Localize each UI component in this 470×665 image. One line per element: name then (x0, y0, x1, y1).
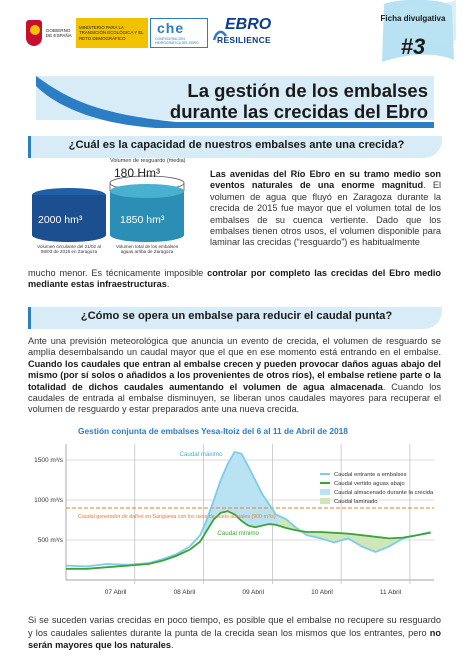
y-tick-label: 1000 m³/s (34, 497, 63, 504)
che-logo-text: che (157, 20, 185, 36)
section2-text1: Ante una previsión meteorológica que anuncia un evento de crecida, el volumen de resguardo se amplía desembalsando un caudal mayor que el que en ese momento está entrando en el embalse. (28, 336, 441, 358)
ministry-block (76, 18, 148, 48)
closing-bold: no serán mayores que los naturales (28, 627, 441, 651)
left-cylinder-caption: Volumen circulante del 21/02 al 08/03 de 2015 en Zaragoza (37, 244, 101, 255)
legend-label: Caudal laminado (334, 499, 378, 506)
resguardo-value: 180 Hm³ (114, 166, 161, 180)
ficha-number: #3 (400, 34, 426, 59)
right-cylinder-bottom (110, 228, 184, 242)
legend-label: Caudal entrante a embalses (334, 472, 407, 479)
y-tick-label: 1500 m³/s (34, 457, 63, 464)
x-tick-label: 11 Abril (379, 589, 402, 596)
section2-bold: Cuando los caudales que entran al embalse crecen y pueden provocar daños aguas abajo del mismo (por sí solos o añadidos a los provenientes de otros ríos), el embalse retiene parte o la totalidad de dichos caudales aumentando el volumen de agua almacenada (28, 358, 441, 392)
header (0, 0, 470, 70)
section2-text2: . Cuando los caudales de entrada al embalse disminuyen, se liberan unos caudales mayores para recuperar el volumen de resguardo y estar preparados ante una nueva crecida. (28, 381, 441, 415)
section1-bold-cont: controlar por completo las crecidas del Ebro medio mediante estas infraestructuras (28, 268, 441, 290)
legend-swatch (320, 489, 330, 495)
ebro-logo-line2: RESILIENCE (217, 35, 272, 45)
ebro-logo-line1: EBRO (225, 16, 272, 33)
x-tick-label: 08 Abril (173, 589, 196, 596)
ministry-label: MINISTERIO PARA LA TRANSICIÓN ECOLÓGICA Y EL RETO DEMOGRÁFICO (79, 25, 144, 41)
title-band (36, 76, 434, 128)
government-logo (26, 18, 148, 48)
gov-label: GOBIERNO DE ESPAÑA (45, 27, 72, 38)
left-cylinder-value: 2000 hm³ (38, 214, 83, 226)
ebro-resilience-logo (213, 14, 283, 54)
section1-end: . (166, 279, 170, 290)
section1-bold: Las avenidas del Río Ebro en su tramo medio son eventos naturales de una enorme magnitud (210, 169, 441, 191)
reservoir-diagram (22, 158, 210, 270)
chart-title: Gestión conjunta de embalses Yesa-Itoiz del 6 al 11 de Abril de 2018 (78, 426, 348, 436)
section1-heading-text: ¿Cuál es la capacidad de nuestros embalses ante una crecida? (68, 139, 405, 151)
section2-heading (28, 307, 442, 329)
min-flow-annotation: Caudal mínimo (217, 530, 259, 538)
section2-paragraph (28, 336, 441, 416)
section1-paragraph (210, 169, 441, 249)
left-cylinder-bottom (32, 228, 106, 242)
coat-of-arms-icon (26, 20, 42, 46)
right-cylinder-value: 1850 hm³ (120, 214, 165, 226)
che-logo (150, 18, 208, 48)
legend-label: Caudal vertido aguas abajo (334, 481, 405, 488)
right-cylinder-caption: Volumen total de los embalses aguas arriba de Zaragoza (115, 244, 179, 255)
x-tick-label: 09 Abril (242, 589, 265, 596)
closing-paragraph (28, 614, 441, 652)
section2-heading-text: ¿Cómo se opera un embalse para reducir el caudal punta? (80, 310, 393, 322)
page-title-line1: La gestión de los embalses (187, 80, 428, 101)
closing-text: Si se suceden varias crecidas en poco tiempo, es posible que el embalse no recupere su resguardo y los caudales salientes durante la punta de la crecida sean los mismos que los entrantes, pero (28, 615, 441, 638)
max-flow-annotation: Caudal máximo (179, 451, 223, 458)
legend-swatch (320, 498, 330, 504)
threshold-label: Caudal generador de daños en Sangüesa con los usos de suelo actuales (900 m³/s) (78, 514, 276, 520)
x-tick-label: 07 Abril (104, 589, 127, 596)
ficha-badge (370, 0, 456, 66)
page-title (170, 80, 428, 122)
ficha-label: Ficha divulgativa (380, 14, 446, 23)
section1-heading (28, 136, 442, 158)
y-tick-label: 500 m³/s (37, 537, 63, 544)
legend-label: Caudal almacenado durante la crecida (334, 490, 434, 497)
flow-chart (24, 438, 444, 600)
che-logo-subtitle: CONFEDERACIÓN HIDROGRÁFICA DEL EBRO (155, 37, 199, 45)
x-tick-label: 10 Abril (311, 589, 333, 596)
resguardo-label: Volumen de resguardo (media) (110, 158, 186, 164)
page-title-line2: durante las crecidas del Ebro (169, 101, 428, 122)
section1-paragraph-cont (28, 268, 441, 291)
closing-end: . (170, 640, 174, 651)
right-cylinder-water (110, 184, 184, 198)
section1-text-cont: mucho menor. Es técnicamente imposible (28, 268, 208, 278)
section1-text: . El volumen de agua que fluyó en Zaragoza durante la crecida de 2015 fue mayor que el volumen total de los embalses de su cuenca vertiente. Dado que los embalses tienen otros usos, el volumen disponible para laminar las crecidas (“resguardo”) es habitualmente (210, 180, 442, 248)
